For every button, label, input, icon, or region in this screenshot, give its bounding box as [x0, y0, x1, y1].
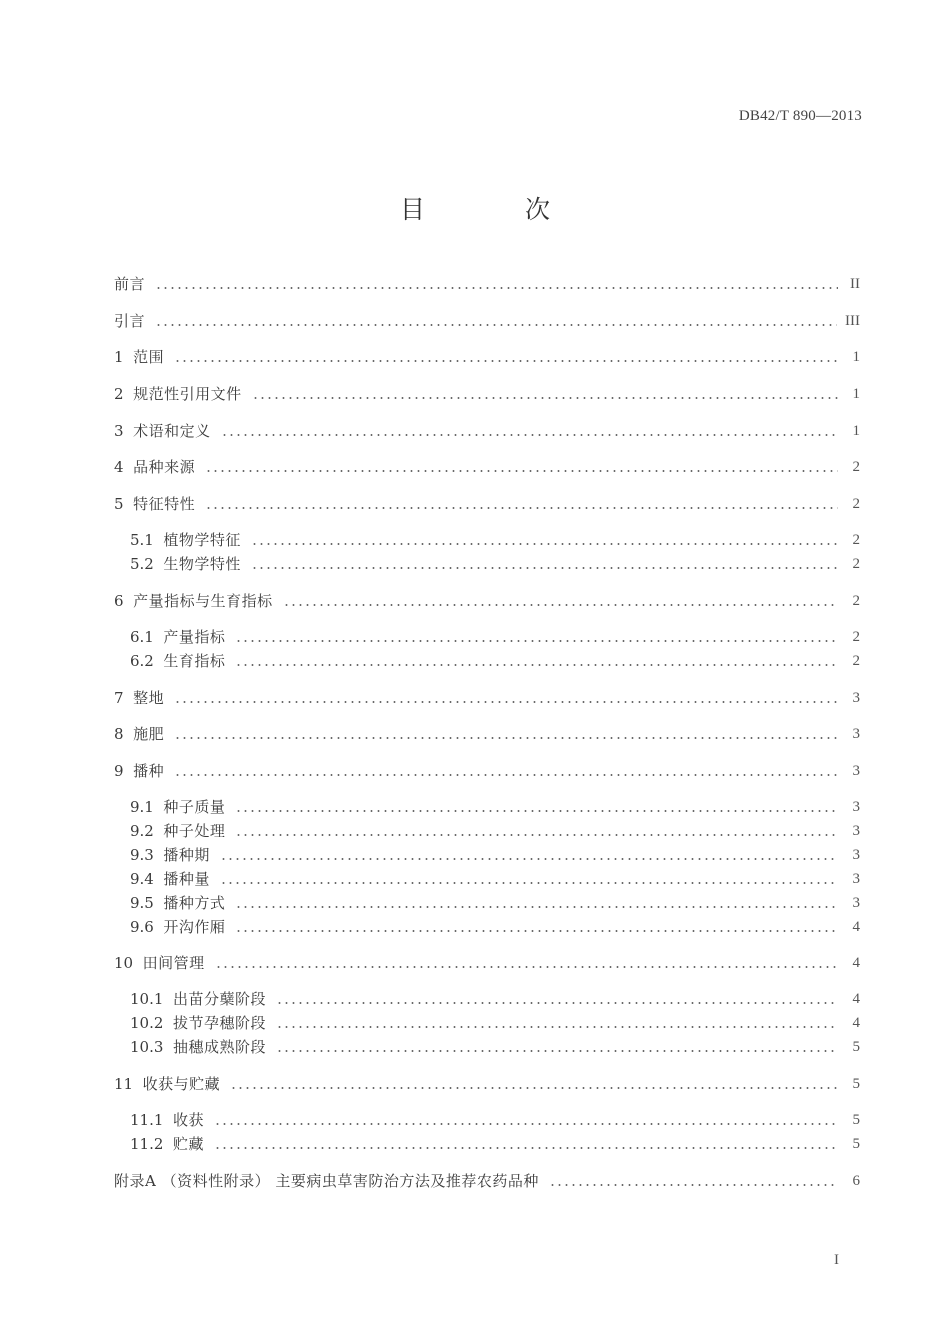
- toc-entry-page: 2: [852, 532, 860, 548]
- toc-entry-number: 9.5: [130, 894, 164, 912]
- toc-entry[interactable]: [114, 272, 860, 296]
- toc-entry[interactable]: [130, 625, 860, 649]
- toc-entry-page: 4: [852, 1015, 860, 1031]
- toc-entry[interactable]: [130, 819, 860, 843]
- toc-dot-leader: [221, 434, 838, 436]
- toc-entry-page: 3: [852, 690, 860, 706]
- toc-entry[interactable]: [130, 649, 860, 673]
- toc-dot-leader: [276, 1050, 838, 1052]
- toc-entry-page: 4: [852, 955, 860, 971]
- toc-entry-label: 品种来源: [133, 458, 196, 476]
- toc-entry-page: 5: [852, 1112, 860, 1128]
- toc-entry-label: 播种量: [163, 870, 210, 888]
- toc-dot-leader: [252, 397, 838, 399]
- toc-dot-leader: [174, 701, 838, 703]
- toc-entry[interactable]: [114, 951, 860, 975]
- toc-dot-leader: [220, 882, 838, 884]
- toc-entry-label: 拔节孕穗阶段: [172, 1014, 266, 1032]
- toc-entry-number: 9.1: [130, 798, 164, 816]
- toc-entry[interactable]: [114, 492, 860, 516]
- toc-entry-label: 范围: [133, 348, 165, 366]
- toc-entry-page: 4: [852, 991, 860, 1007]
- toc-entry-label: 贮藏: [172, 1135, 204, 1153]
- toc-dot-leader: [235, 834, 838, 836]
- toc-dot-leader: [174, 737, 838, 739]
- toc-entry-label: 生育指标: [163, 652, 226, 670]
- toc-dot-leader: [174, 774, 838, 776]
- toc-entry-label: 引言: [114, 312, 146, 330]
- toc-dot-leader: [276, 1002, 838, 1004]
- toc-dot-leader: [549, 1184, 838, 1186]
- toc-entry-label: 整地: [133, 689, 165, 707]
- toc-dot-leader: [214, 1123, 838, 1125]
- toc-entry-label: 抽穗成熟阶段: [172, 1038, 266, 1056]
- toc-entry[interactable]: [130, 915, 860, 939]
- toc-entry-page: 1: [852, 386, 860, 402]
- toc-entry-page: 3: [852, 763, 860, 779]
- toc-entry[interactable]: [130, 1011, 860, 1035]
- toc-entry[interactable]: [130, 843, 860, 867]
- toc-entry[interactable]: [114, 309, 860, 333]
- toc-entry-label: 施肥: [133, 725, 165, 743]
- toc-entry-number: 1: [114, 348, 134, 366]
- toc-dot-leader: [251, 543, 838, 545]
- toc-entry-label: 开沟作厢: [163, 918, 226, 936]
- toc-entry-number: 6: [114, 592, 134, 610]
- toc-dot-leader: [235, 810, 838, 812]
- toc-dot-leader: [174, 360, 838, 362]
- toc-entry-page: 3: [852, 823, 860, 839]
- toc-entry-page: 3: [852, 847, 860, 863]
- toc-dot-leader: [235, 664, 838, 666]
- toc-entry-label: 种子质量: [163, 798, 226, 816]
- toc-entry-label: 附录A （资料性附录） 主要病虫草害防治方法及推荐农药品种: [114, 1172, 539, 1190]
- toc-entry-page: 3: [852, 895, 860, 911]
- toc-entry[interactable]: [114, 1072, 860, 1096]
- toc-entry[interactable]: [130, 891, 860, 915]
- toc-entry-label: 播种: [133, 762, 165, 780]
- toc-entry-number: 2: [114, 385, 134, 403]
- toc-entry[interactable]: [130, 1035, 860, 1059]
- toc-entry-page: 2: [852, 629, 860, 645]
- toc-dot-leader: [230, 1087, 838, 1089]
- toc-entry-page: 1: [852, 423, 860, 439]
- toc-entry-page: 5: [852, 1136, 860, 1152]
- toc-entry[interactable]: [114, 455, 860, 479]
- toc-entry-number: 7: [114, 689, 134, 707]
- toc-entry-number: 4: [114, 458, 134, 476]
- toc-entry-number: 10.1: [130, 990, 173, 1008]
- toc-entry-page: 3: [852, 871, 860, 887]
- toc-dot-leader: [235, 640, 838, 642]
- toc-entry-number: 10: [114, 954, 143, 972]
- toc-entry-label: 出苗分蘖阶段: [172, 990, 266, 1008]
- toc-entry-page: 1: [852, 349, 860, 365]
- toc-dot-leader: [155, 324, 837, 326]
- toc-entry[interactable]: [114, 686, 860, 710]
- toc-entry-number: 10.3: [130, 1038, 173, 1056]
- toc-entry-label: 产量指标与生育指标: [133, 592, 273, 610]
- toc-entry-page: III: [845, 313, 860, 329]
- toc-entry-label: 种子处理: [163, 822, 226, 840]
- toc-entry-number: 5.1: [130, 531, 164, 549]
- toc-dot-leader: [235, 930, 838, 932]
- toc-entry-number: 9.3: [130, 846, 164, 864]
- toc-entry-number: 5.2: [130, 555, 164, 573]
- toc-entry-label: 收获与贮藏: [142, 1075, 221, 1093]
- toc-entry[interactable]: [130, 987, 860, 1011]
- toc-entry-number: 5: [114, 495, 134, 513]
- toc-entry-label: 前言: [114, 275, 146, 293]
- toc-entry-number: 3: [114, 422, 134, 440]
- document-id: DB42/T 890—2013: [738, 108, 862, 124]
- toc-entry-number: 9.6: [130, 918, 164, 936]
- toc-entry[interactable]: [130, 795, 860, 819]
- toc-entry[interactable]: [130, 867, 860, 891]
- toc-entry-number: 11.1: [130, 1111, 173, 1129]
- toc-entry-label: 特征特性: [133, 495, 196, 513]
- toc-entry-page: II: [850, 276, 860, 292]
- toc-dot-leader: [155, 287, 838, 289]
- toc-entry-number: 6.1: [130, 628, 164, 646]
- toc-entry[interactable]: [130, 528, 860, 552]
- toc-entry-page: 2: [852, 556, 860, 572]
- toc-entry-page: 2: [852, 593, 860, 609]
- toc-entry-page: 5: [852, 1039, 860, 1055]
- toc-entry[interactable]: [130, 1132, 860, 1156]
- toc-entry-page: 3: [852, 799, 860, 815]
- toc-dot-leader: [215, 966, 838, 968]
- toc-entry-label: 播种期: [163, 846, 210, 864]
- toc-entry-label: 规范性引用文件: [133, 385, 242, 403]
- toc-entry-page: 3: [852, 726, 860, 742]
- toc-entry-number: 9.4: [130, 870, 164, 888]
- toc-entry[interactable]: [114, 382, 860, 406]
- toc-entry[interactable]: [114, 345, 860, 369]
- toc-entry-page: 4: [852, 919, 860, 935]
- toc-entry-number: 9: [114, 762, 134, 780]
- toc-entry-number: 9.2: [130, 822, 164, 840]
- toc-dot-leader: [220, 858, 838, 860]
- toc-entry[interactable]: [114, 589, 860, 613]
- toc-dot-leader: [276, 1026, 838, 1028]
- toc-entry-page: 2: [852, 496, 860, 512]
- toc-entry-label: 植物学特征: [163, 531, 241, 549]
- toc-entry-page: 5: [852, 1076, 860, 1092]
- toc-dot-leader: [283, 604, 838, 606]
- toc-entry-number: 11.2: [130, 1135, 173, 1153]
- toc-entry-number: 11: [114, 1075, 143, 1093]
- toc-entry-label: 收获: [172, 1111, 204, 1129]
- toc-entry-label: 生物学特性: [163, 555, 241, 573]
- toc-dot-leader: [251, 567, 838, 569]
- toc-entry-number: 6.2: [130, 652, 164, 670]
- toc-dot-leader: [205, 507, 838, 509]
- toc-entry[interactable]: [114, 759, 860, 783]
- toc-entry-label: 产量指标: [163, 628, 226, 646]
- toc-entry[interactable]: [114, 722, 860, 746]
- toc-entry-page: 2: [852, 459, 860, 475]
- page-number: I: [834, 1252, 839, 1268]
- toc-entry-number: 10.2: [130, 1014, 173, 1032]
- toc-entry-page: 6: [852, 1173, 860, 1189]
- toc-entry-page: 2: [852, 653, 860, 669]
- toc-entry-label: 术语和定义: [133, 422, 211, 440]
- toc-title: 目 次: [400, 195, 596, 224]
- toc-entry-label: 田间管理: [142, 954, 205, 972]
- toc-dot-leader: [205, 470, 838, 472]
- toc-entry-label: 播种方式: [163, 894, 226, 912]
- toc-entry[interactable]: [130, 552, 860, 576]
- toc-entry[interactable]: [114, 1169, 860, 1193]
- toc-entry[interactable]: [130, 1108, 860, 1132]
- toc-entry-number: 8: [114, 725, 134, 743]
- toc-dot-leader: [214, 1147, 838, 1149]
- toc-dot-leader: [235, 906, 838, 908]
- toc-entry[interactable]: [114, 419, 860, 443]
